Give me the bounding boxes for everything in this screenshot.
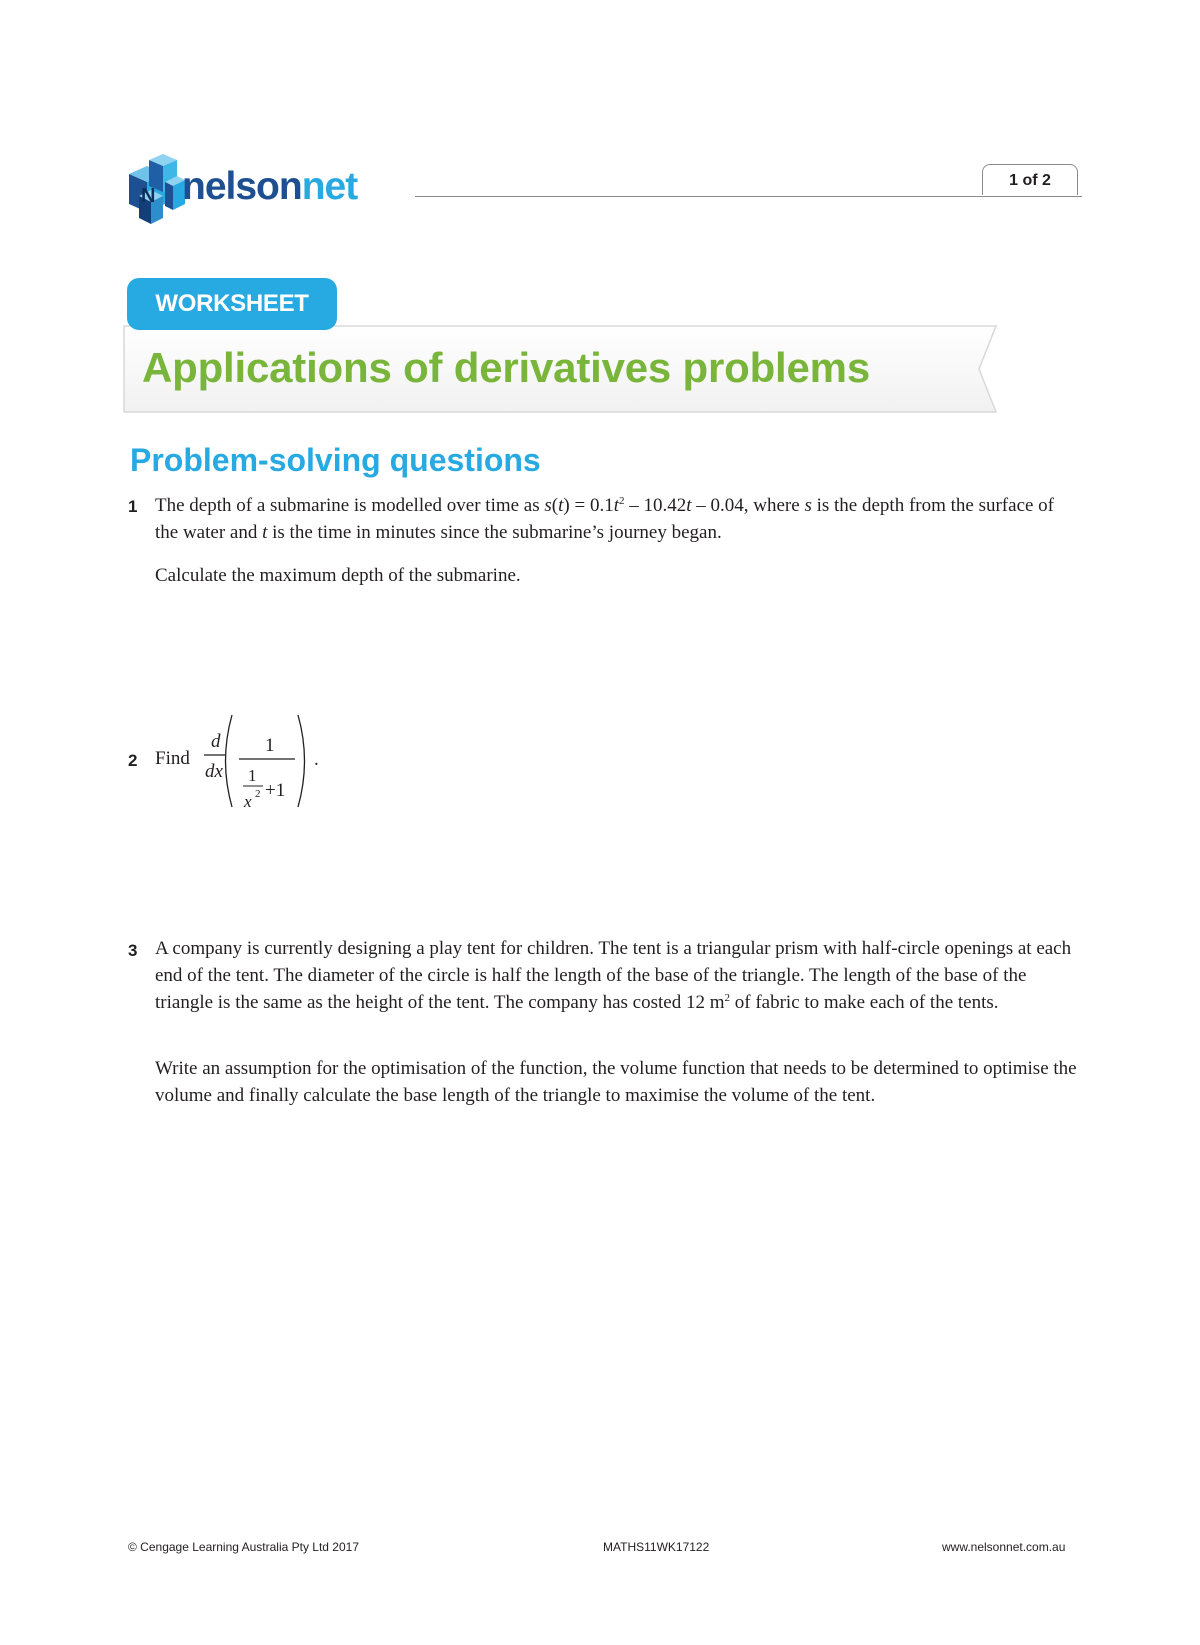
q1-var: t	[686, 495, 692, 516]
q1-var: t	[558, 495, 564, 516]
question-1-task: Calculate the maximum depth of the submarine.	[155, 565, 521, 586]
question-number: 3	[128, 941, 138, 960]
q1-exponent: 2	[618, 495, 625, 507]
formula-numerator: 1	[265, 735, 275, 756]
svg-text:N: N	[141, 185, 156, 207]
q1-var: s	[804, 495, 812, 516]
question-number: 1	[128, 497, 138, 516]
q1-var: t	[613, 495, 619, 516]
section-heading: Problem-solving questions	[130, 442, 541, 478]
q1-var: s	[544, 495, 552, 516]
formula-inner-numerator: 1	[248, 766, 257, 785]
q1-part: (	[551, 495, 559, 516]
question-3-task: Write an assumption for the optimisation of the function, the volume function that needs to be determined to optimise the volume and finally calculate the base length of the triangle to maximise the volume of the tent.	[155, 1058, 1077, 1106]
formula-dx: dx	[205, 761, 223, 782]
formula-period: .	[314, 749, 319, 770]
q1-part: The depth of a submarine is modelled over time as	[155, 495, 545, 516]
formula-d: d	[211, 731, 221, 752]
footer-code: MATHS11WK17122	[603, 1540, 710, 1554]
q1-part: ) = 0.1	[563, 495, 614, 516]
question-2-lead: Find	[155, 748, 190, 769]
q1-part: – 10.42	[624, 495, 687, 516]
q3-part: of fabric to make each of the tents.	[730, 992, 999, 1013]
worksheet-tag: WORKSHEET	[127, 278, 337, 330]
q1-var: t	[262, 522, 268, 543]
q1-part: is the depth from the surface of the water and	[155, 495, 1055, 543]
q3-part: A company is currently designing a play tent for children. The tent is a triangular prism with half-circle openings at each end of the tent. The diameter of the circle is half the length of the base of the triangle. The length of the base of the triangle is the same as the height of the tent. The company has costed 12 m	[155, 938, 1072, 1013]
formula-exponent: 2	[255, 788, 261, 800]
q3-exponent: 2	[724, 992, 730, 1004]
logo-wordmark	[182, 162, 357, 212]
question-1-text	[155, 492, 1075, 546]
q1-part: is the time in minutes since the submarine’s journey began.	[267, 522, 722, 543]
question-number: 2	[128, 751, 138, 770]
header-divider	[415, 196, 1082, 197]
footer-copyright: © Cengage Learning Australia Pty Ltd 2017	[128, 1540, 359, 1554]
page-indicator: 1 of 2	[982, 164, 1078, 195]
logo-wordmark-part2: net	[301, 165, 358, 208]
question-3-text	[155, 935, 1085, 1016]
logo-wordmark-part1: nelson	[182, 165, 302, 208]
document-title: Applications of derivatives problems	[142, 344, 870, 391]
formula-x: x	[244, 792, 252, 811]
derivative-formula	[195, 703, 335, 823]
q1-part: – 0.04, where	[691, 495, 805, 516]
formula-plus-one: +1	[265, 780, 286, 801]
footer-url[interactable]: www.nelsonnet.com.au	[942, 1540, 1066, 1554]
